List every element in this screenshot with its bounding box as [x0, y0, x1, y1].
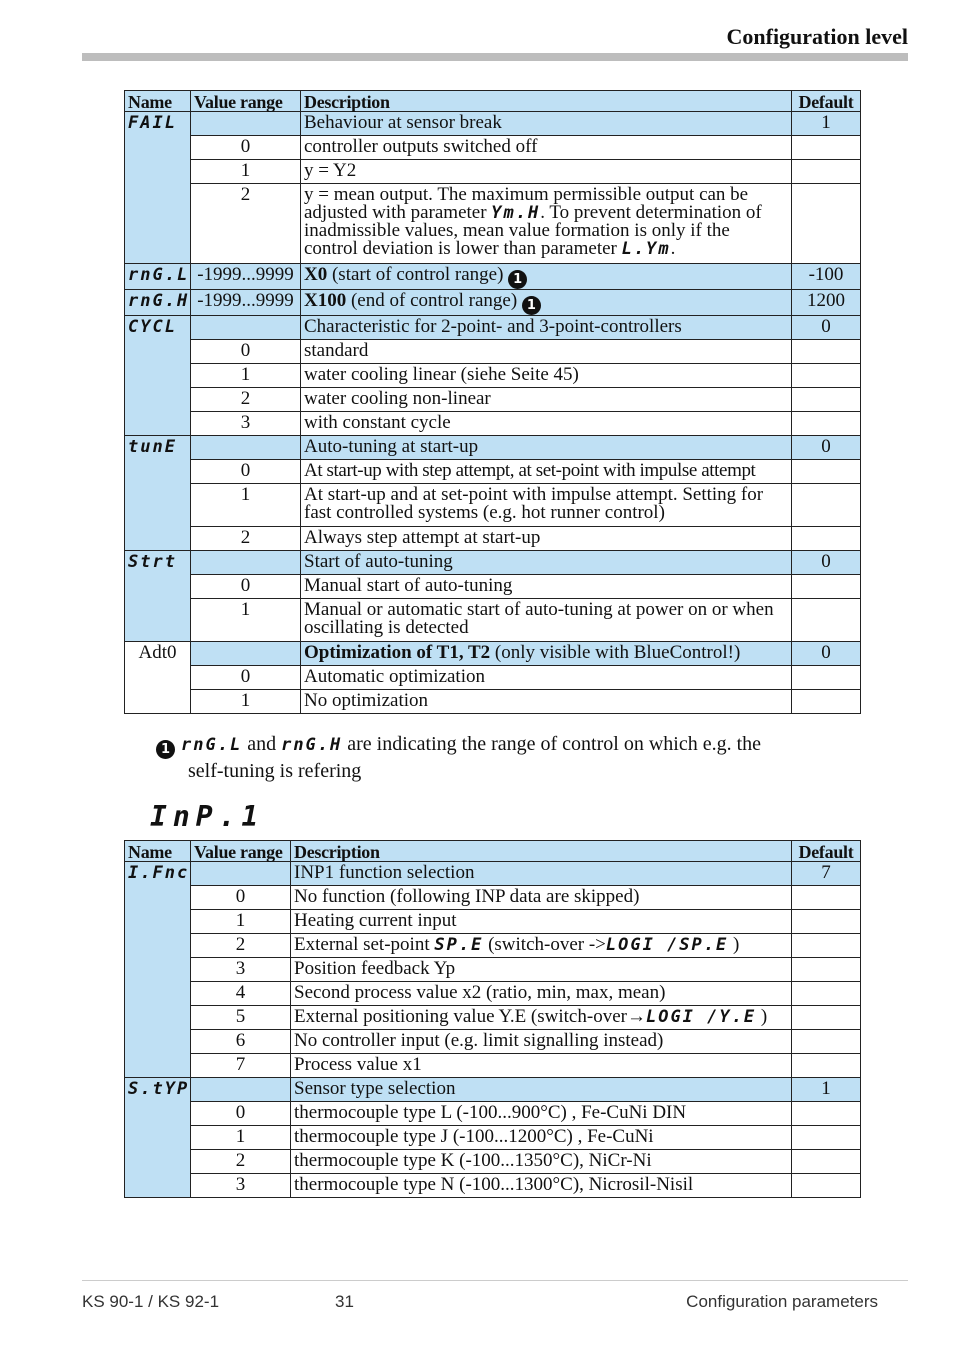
table-row: S.tYP Sensor type selection 1	[125, 1078, 861, 1102]
footnote-marker-icon: 1	[156, 740, 175, 759]
table-row: 2 water cooling non-linear	[125, 388, 861, 412]
config-table-2	[124, 840, 861, 1198]
table-row: I.Fnc INP1 function selection 7	[125, 862, 861, 886]
table-row: rnG.H -1999...9999 X100 (end of control range) 1 1200	[125, 290, 861, 316]
table-row: 0 No function (following INP data are skipped)	[125, 886, 861, 910]
table-row: 1 At start-up and at set-point with impulse attempt. Setting for fast controlled systems (e.g. hot runner control)	[125, 484, 861, 527]
table-row: rnG.L -1999...9999 X0 (start of control range) 1 -100	[125, 264, 861, 290]
table-row: 1 No optimization	[125, 690, 861, 714]
table-row: 0 controller outputs switched off	[125, 136, 861, 160]
table-row: 5 External positioning value Y.E (switch-over→LOGI /Y.E )	[125, 1006, 861, 1030]
footer-model: KS 90-1 / KS 92-1	[82, 1292, 220, 1311]
table-row: 3 with constant cycle	[125, 412, 861, 436]
footnote-marker-icon: 1	[522, 296, 541, 315]
table-row: 1 thermocouple type J (-100...1200°C) , Fe-CuNi	[125, 1126, 861, 1150]
section-title: InP.1	[150, 800, 265, 833]
table-row: Strt Start of auto-tuning 0	[125, 551, 861, 575]
param-default: 1	[792, 112, 861, 136]
table-row: 1 water cooling linear (siehe Seite 45)	[125, 364, 861, 388]
table-row: 2 External set-point SP.E (switch-over ->LOGI /SP.E )	[125, 934, 861, 958]
footnote: 1 rnG.L and rnG.H are indicating the range of control on which e.g. the self-tuning is refering	[156, 732, 846, 784]
table-header-row	[125, 91, 861, 112]
table-row: 1 Heating current input	[125, 910, 861, 934]
table-row: 3 Position feedback Yp	[125, 958, 861, 982]
col-description: Description	[301, 91, 792, 112]
table-row: 6 No controller input (e.g. limit signalling instead)	[125, 1030, 861, 1054]
header-rule	[82, 53, 908, 61]
table-row: 1 y = Y2	[125, 160, 861, 184]
config-table-1	[124, 90, 861, 714]
table-row: Adt0 Optimization of T1, T2 (only visible with BlueControl!) 0	[125, 642, 861, 666]
table-row: 0 thermocouple type L (-100...900°C) , Fe-CuNi DIN	[125, 1102, 861, 1126]
table-row: 0 Automatic optimization	[125, 666, 861, 690]
table-row: 7 Process value x1	[125, 1054, 861, 1078]
footnote-marker-icon: 1	[508, 270, 527, 289]
table-row: CYCL Characteristic for 2-point- and 3-point-controllers 0	[125, 316, 861, 340]
col-default: Default	[792, 91, 861, 112]
table-row	[125, 112, 861, 136]
page-header-title: Configuration level	[726, 24, 908, 49]
table-row: 0 standard	[125, 340, 861, 364]
table-row: 2 y = mean output. The maximum permissible output can be adjusted with parameter Ym.H. To prevent determination of inadmissible values, mean value formation is only if the control deviation is lower than parameter L.Ym.	[125, 184, 861, 264]
footer-page-number: 31	[335, 1292, 354, 1311]
param-name: FAIL	[125, 112, 191, 264]
table-row: tunE Auto-tuning at start-up 0	[125, 436, 861, 460]
table-row: 3 thermocouple type N (-100...1300°C), Nicrosil-Nisil	[125, 1174, 861, 1198]
table-row: 1 Manual or automatic start of auto-tuning at power on or when oscillating is detected	[125, 599, 861, 642]
footer-section: Configuration parameters	[686, 1292, 878, 1311]
table-row: 0 At start-up with step attempt, at set-point with impulse attempt	[125, 460, 861, 484]
table-row: 4 Second process value x2 (ratio, min, max, mean)	[125, 982, 861, 1006]
param-description: Behaviour at sensor break	[301, 112, 792, 136]
table-row: 0 Manual start of auto-tuning	[125, 575, 861, 599]
footer-rule	[82, 1280, 908, 1281]
col-name: Name	[125, 91, 191, 112]
col-range: Value range	[191, 91, 301, 112]
table-row: 2 Always step attempt at start-up	[125, 527, 861, 551]
table-header-row: Name Value range Description Default	[125, 841, 861, 862]
table-row: 2 thermocouple type K (-100...1350°C), NiCr-Ni	[125, 1150, 861, 1174]
